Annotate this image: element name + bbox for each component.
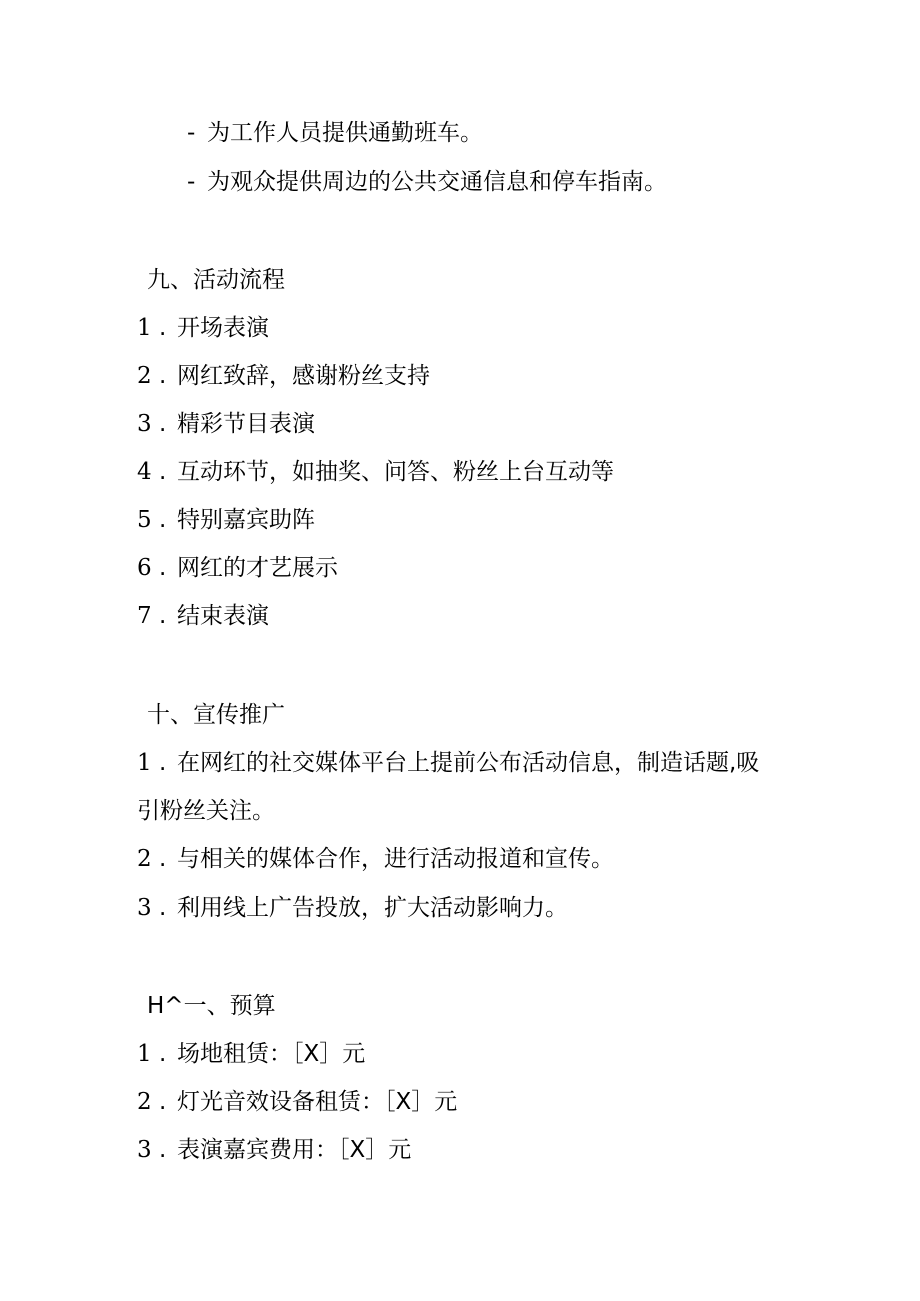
item-text: 灯光音效设备租赁：［X］元 xyxy=(177,1089,458,1115)
list-item xyxy=(137,553,338,583)
list-item-continuation: 引粉丝关注。 xyxy=(137,798,275,824)
item-dot: . xyxy=(159,315,167,341)
list-item xyxy=(137,1087,457,1117)
item-text: 精彩节目表演 xyxy=(177,411,315,437)
item-text: 与相关的媒体合作，进行活动报道和宣传。 xyxy=(177,846,614,872)
transport-item xyxy=(187,118,483,148)
item-number: 1 xyxy=(137,750,152,776)
item-text: 互动环节，如抽奖、问答、粉丝上台互动等 xyxy=(177,459,614,485)
item-dot: . xyxy=(159,411,167,437)
item-text: 网红致辞，感谢粉丝支持 xyxy=(177,363,430,389)
item-dot: . xyxy=(159,459,167,485)
transport-item xyxy=(187,167,667,197)
transport-item-text: 为工作人员提供通勤班车。 xyxy=(207,120,483,146)
item-dot: . xyxy=(159,846,167,872)
item-number: 1 xyxy=(137,315,152,341)
item-dot: . xyxy=(159,363,167,389)
list-item xyxy=(137,601,269,631)
list-item xyxy=(137,1039,365,1069)
item-number: 1 xyxy=(137,1041,152,1067)
item-text: 特别嘉宾助阵 xyxy=(177,507,315,533)
section-heading-promotion: 十、宣传推广 xyxy=(147,702,285,728)
item-dot: . xyxy=(159,895,167,921)
item-number: 7 xyxy=(137,603,152,629)
item-text: 结束表演 xyxy=(177,603,269,629)
list-item xyxy=(137,893,568,923)
item-text: 在网红的社交媒体平台上提前公布活动信息，制造话题,吸 xyxy=(177,750,760,776)
item-number: 6 xyxy=(137,555,152,581)
item-dot: . xyxy=(159,507,167,533)
list-item xyxy=(137,748,759,778)
list-item xyxy=(137,844,614,874)
section-heading-activity-flow: 九、活动流程 xyxy=(147,267,285,293)
list-item xyxy=(137,409,315,439)
item-number: 4 xyxy=(137,459,152,485)
item-dot: . xyxy=(159,555,167,581)
item-number: 3 xyxy=(137,1137,152,1163)
list-item xyxy=(137,313,269,343)
list-item xyxy=(137,1135,411,1165)
item-dot: . xyxy=(159,603,167,629)
item-text: 开场表演 xyxy=(177,315,269,341)
item-text: 表演嘉宾费用：［X］元 xyxy=(177,1137,412,1163)
item-dot: . xyxy=(159,1137,167,1163)
list-item xyxy=(137,505,315,535)
item-number: 3 xyxy=(137,895,152,921)
dash-marker: - xyxy=(187,120,196,146)
item-number: 2 xyxy=(137,846,152,872)
item-number: 3 xyxy=(137,411,152,437)
item-text: 网红的才艺展示 xyxy=(177,555,338,581)
item-dot: . xyxy=(159,1089,167,1115)
dash-marker: - xyxy=(187,169,196,195)
item-text: 场地租赁：［X］元 xyxy=(177,1041,366,1067)
item-number: 5 xyxy=(137,507,152,533)
list-item xyxy=(137,457,614,487)
transport-item-text: 为观众提供周边的公共交通信息和停车指南。 xyxy=(207,169,667,195)
item-dot: . xyxy=(159,750,167,776)
list-item xyxy=(137,361,430,391)
item-number: 2 xyxy=(137,363,152,389)
item-dot: . xyxy=(159,1041,167,1067)
item-number: 2 xyxy=(137,1089,152,1115)
item-text: 利用线上广告投放，扩大活动影响力。 xyxy=(177,895,568,921)
section-heading-budget: H^一、预算 xyxy=(147,993,276,1019)
